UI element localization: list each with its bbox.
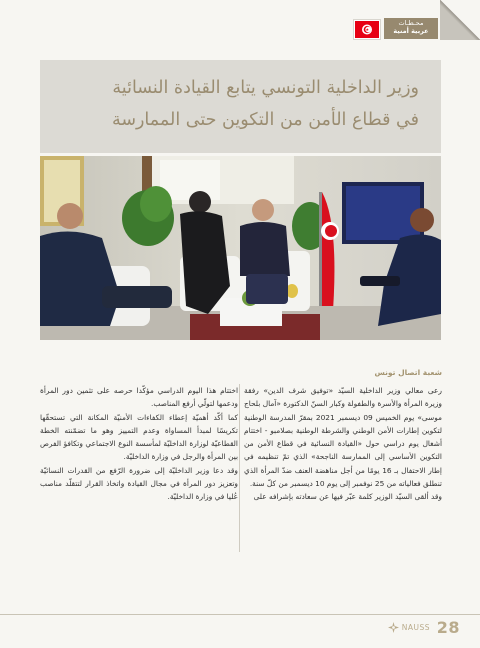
- paragraph: رعى معالي وزير الداخلية السيّد «توفيق شرف الدين» رفقة وزيرة المرأة والأسرة والطفولة وكبار السنّ الدكتورة «آمال بلحاج موسى» يوم الخميس 09 ديسمبر 2021 بمقرّ المدرسة الوطنية لتكوين إطارات الأمن الوطني والشرطة الوطنية بصلامبو - اختتام أشغال يوم دراسي حول «القيادة النسائية في قطاع الأمن من التكوين الأساسي إلى الممارسة الناجحة» الذي تمّ تنظيمه في إطار الاحتفال بـ 16 يومًا من أجل مناهضة العنف ضدّ المرأة الذي تنطلق فعالياته من 25 نوفمبر إلى يوم 10 ديسمبر من كلّ سنة.: [244, 386, 442, 489]
- headline-line1: وزير الداخلية التونسي يتابع القيادة النسائية: [112, 78, 419, 98]
- article-column-left: [40, 384, 238, 504]
- paragraph: وقد دعا وزير الداخليّة إلى ضرورة الرّفع من القدرات النسائيّة وتعزيز دور المرأة في مجال القيادة واتخاذ القرار لتتقلّد مناصب عُليا في وزارة الداخليّة.: [40, 465, 238, 502]
- column-divider: [239, 384, 240, 552]
- page-number: 28: [436, 618, 460, 637]
- section-tag: [384, 18, 438, 39]
- page-corner-fold-edge: [440, 0, 480, 40]
- paragraph: اختتام هذا اليوم الدراسي مؤكّدا حرصه على تثمين دور المرأة ودعمها لتولّي أرفع المناصب.: [40, 386, 238, 409]
- nauss-logo: [388, 621, 430, 633]
- headline-band: [40, 60, 441, 153]
- article-byline: شعبة اتصال تونس: [374, 368, 442, 377]
- section-tag-line2: عربية أمنية: [393, 27, 429, 36]
- article-column-right: [244, 384, 442, 504]
- meeting-photo: [40, 156, 441, 340]
- tunisia-flag-icon: [354, 20, 380, 39]
- section-tag-line1: محـطـات: [398, 19, 424, 27]
- nauss-logo-text: NAUSS: [401, 622, 430, 632]
- footer-rule: [0, 614, 480, 615]
- article-headline: [40, 72, 419, 136]
- headline-line2: في قطاع الأمن من التكوين حتى الممارسة: [111, 110, 419, 130]
- nauss-star-icon: [388, 622, 399, 633]
- paragraph: كما أكّد أهميّة إعطاء الكفاءات الأمنيّة المكانة التي تستحقّها تكريسًا لمبدأ المساواة وعدم التمييز وهو ما تضمّنته الخطة القطاعيّة لوزارة الداخليّة لمأسسة النوع الاجتماعي وتكافؤ الفرص بين المرأة والرجل في وزارة الداخليّة.: [40, 412, 238, 462]
- paragraph: وقد ألقى السيّد الوزير كلمة عبّر فيها عن سعادته بإشرافه على: [253, 492, 442, 502]
